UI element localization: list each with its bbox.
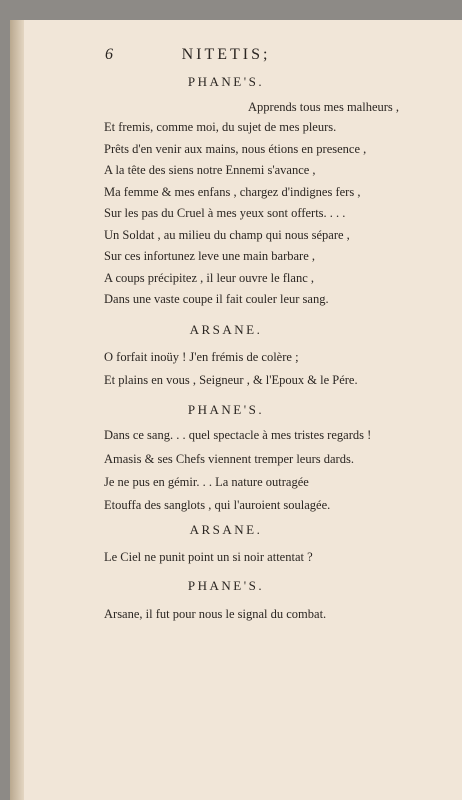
- verse-line: Dans une vaste coupe il fait couler leur sang.: [104, 292, 329, 306]
- speaker-name: PHANE'S.: [187, 74, 265, 89]
- verse-line: Dans ce sang. . . quel spectacle à mes tristes regards !: [104, 428, 372, 442]
- verse-line: Et plains en vous , Seigneur , & l'Epoux & le Pére.: [104, 373, 358, 387]
- verse-line: Sur ces infortunez leve une main barbare ,: [104, 249, 316, 263]
- verse-line: Et fremis, comme moi, du sujet de mes pleurs.: [104, 120, 337, 134]
- verse-line: A la tête des siens notre Ennemi s'avance ,: [104, 163, 316, 177]
- verse-line: Je ne pus en gémir. . . La nature outragée: [104, 475, 309, 489]
- speaker-name: PHANE'S.: [187, 402, 265, 417]
- speaker-name: ARSANE.: [189, 322, 263, 337]
- verse-line: Prêts d'en venir aux mains, nous étions en presence ,: [104, 142, 367, 156]
- verse-line: Arsane, il fut pour nous le signal du combat.: [104, 607, 327, 621]
- speaker-name: PHANE'S.: [187, 578, 265, 593]
- verse-line: A coups précipitez , il leur ouvre le flanc ,: [104, 271, 314, 285]
- page-number: 6: [105, 46, 113, 63]
- speaker-name: ARSANE.: [189, 522, 263, 537]
- verse-line: Un Soldat , au milieu du champ qui nous sépare ,: [104, 228, 350, 242]
- verse-line: Apprends tous mes malheurs ,: [248, 100, 400, 114]
- verse-line: Amasis & ses Chefs viennent tremper leurs dards.: [104, 452, 354, 466]
- verse-line: Ma femme & mes enfans , chargez d'indignes fers ,: [104, 185, 361, 199]
- verse-line: Le Ciel ne punit point un si noir attentat ?: [104, 550, 313, 564]
- verse-line: O forfait inoüy ! J'en frémis de colère ;: [104, 350, 299, 364]
- verse-line: Sur les pas du Cruel à mes yeux sont offerts. . . .: [104, 206, 346, 220]
- verse-line: Etouffa des sanglots , qui l'auroient soulagée.: [104, 498, 331, 512]
- running-title: NITETIS;: [181, 46, 271, 63]
